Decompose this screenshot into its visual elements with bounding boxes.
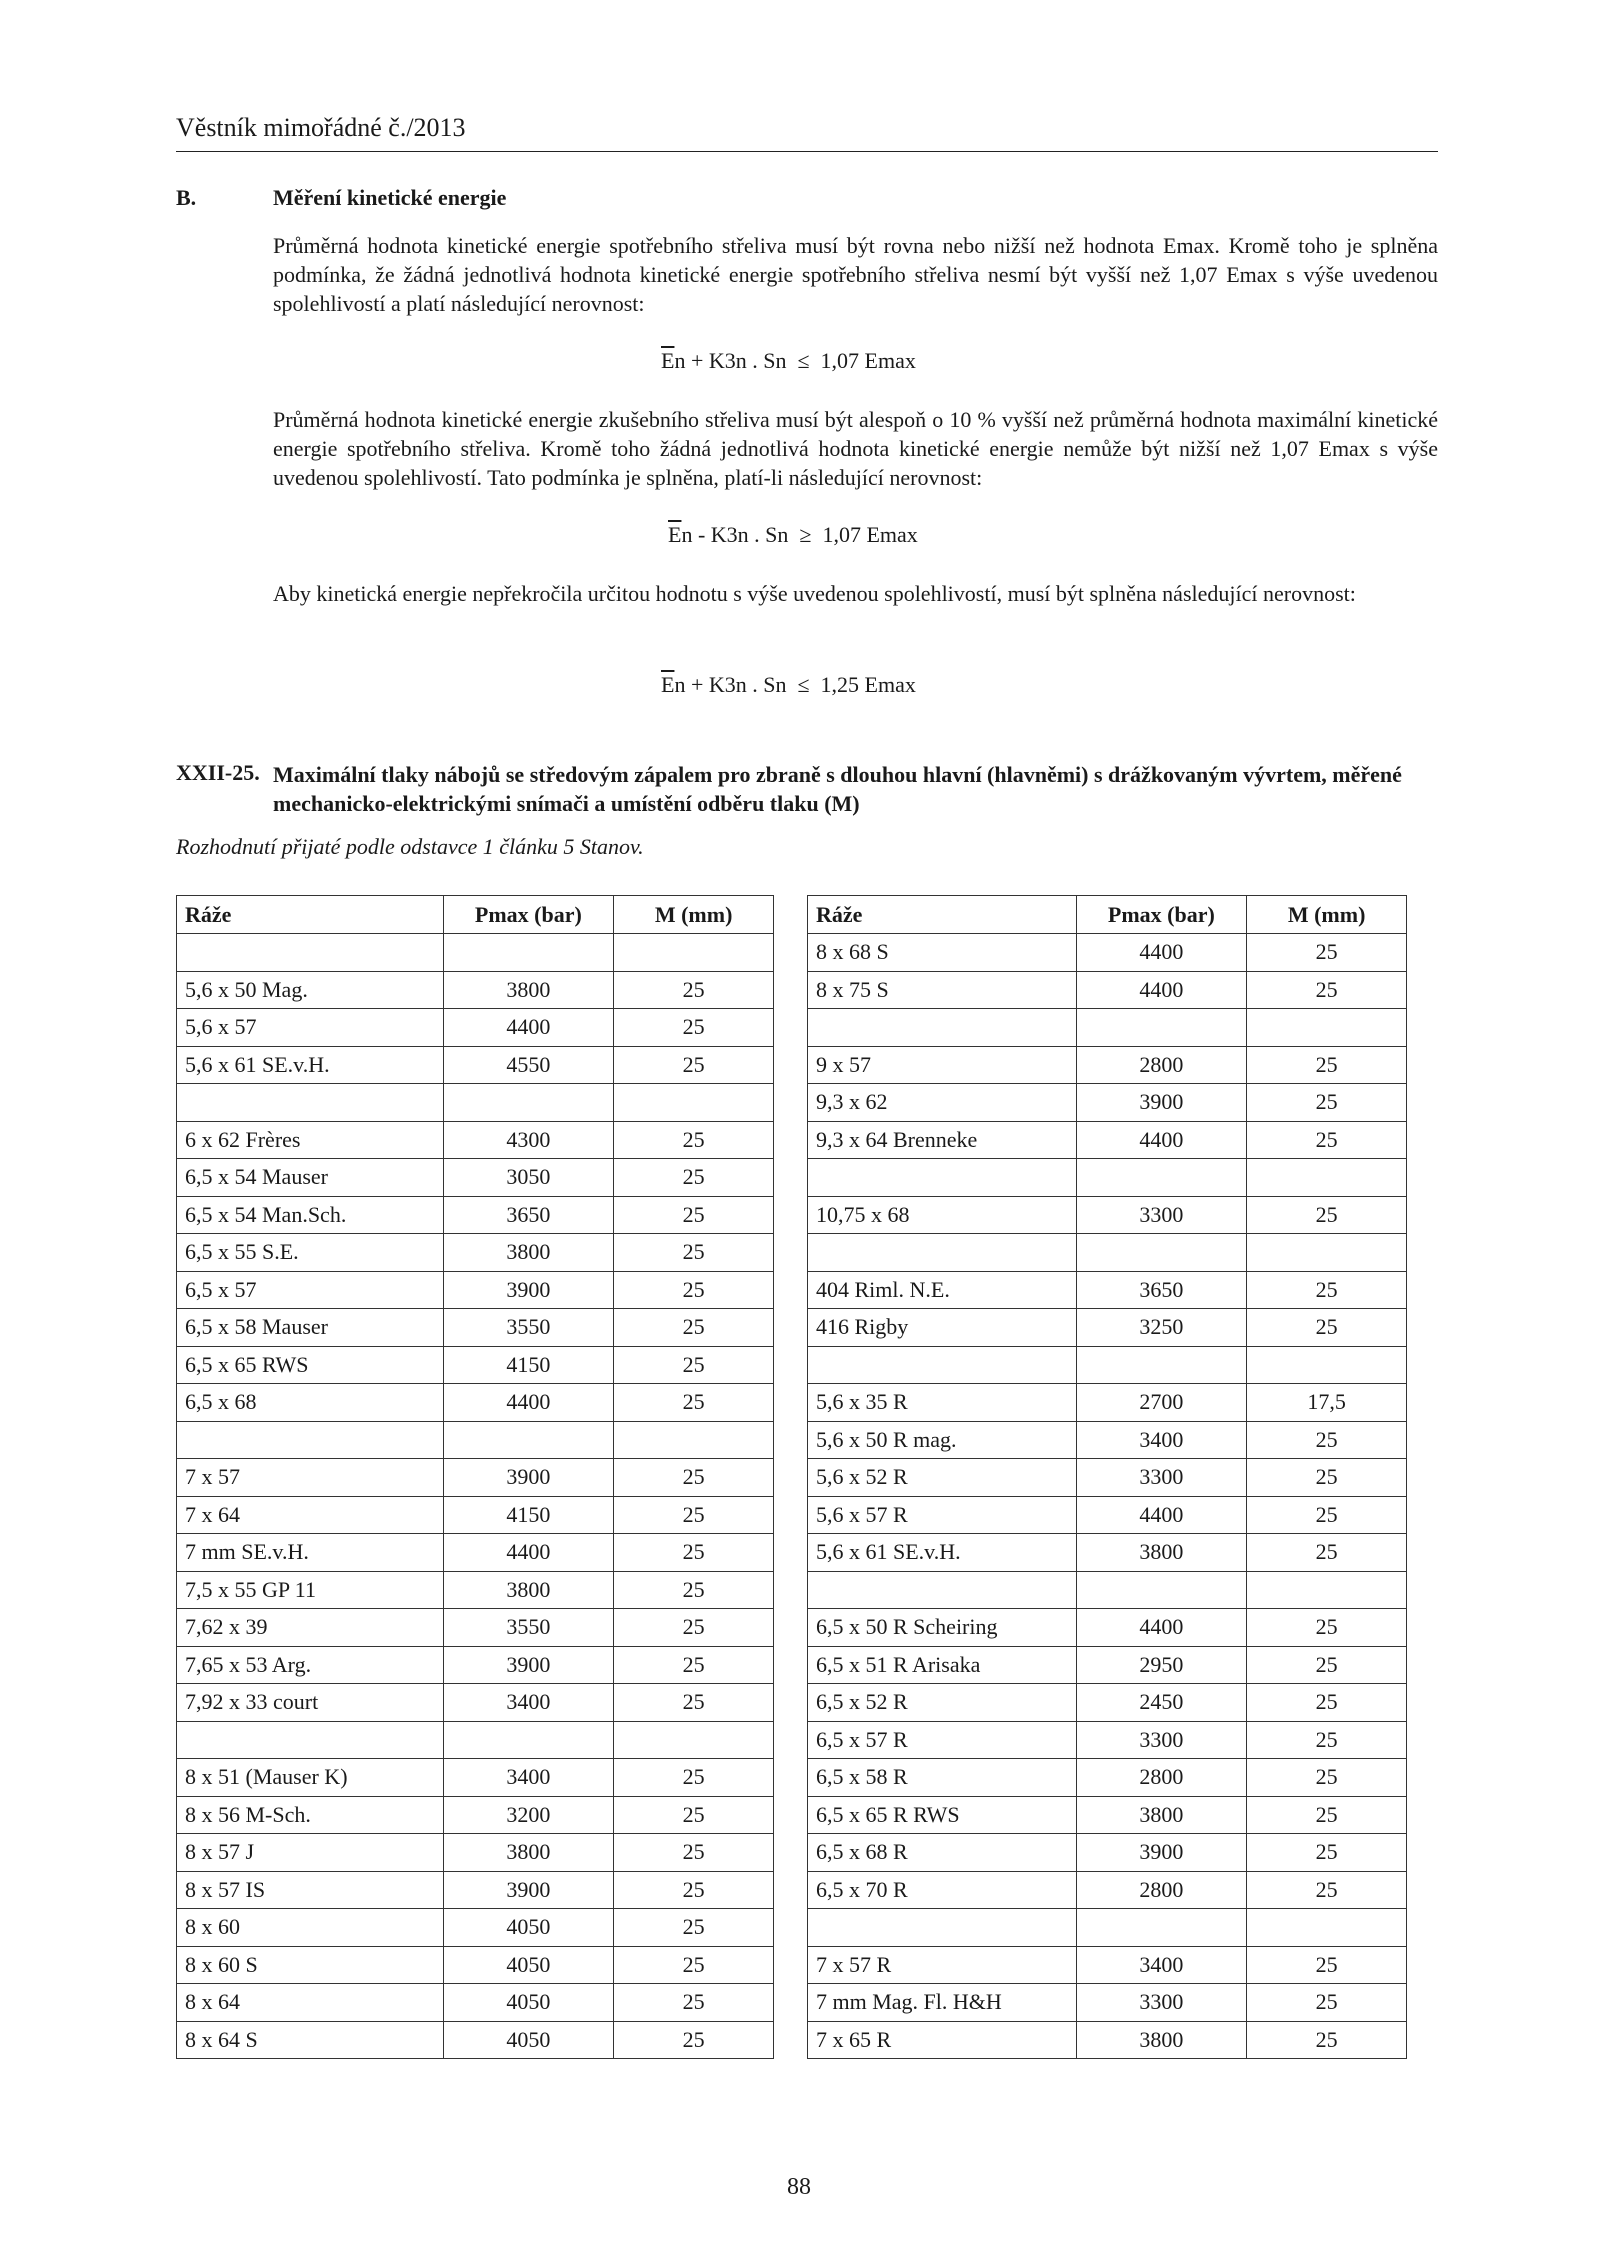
table-row (808, 1084, 1407, 1122)
cell-m: 17,5 (1247, 1384, 1407, 1422)
table-header-row (808, 896, 1407, 934)
table-row (808, 2021, 1407, 2059)
header-caliber: Ráže (808, 896, 1077, 934)
cell-pmax: 3800 (1076, 1796, 1247, 1834)
cell-m (1247, 1346, 1407, 1384)
formula-1-bar: $\overline{E}$ (661, 348, 675, 373)
table-row (808, 1534, 1407, 1572)
table-row (177, 1534, 774, 1572)
cell-pmax (1076, 1159, 1247, 1197)
cell-pmax: 3550 (443, 1609, 614, 1647)
formula-3-bar: $\overline{E}$ (661, 672, 675, 697)
cell-caliber: 6,5 x 68 (177, 1384, 444, 1422)
table-row (177, 1796, 774, 1834)
cell-caliber (808, 1346, 1077, 1384)
header-title: Věstník mimořádné č./2013 (176, 113, 466, 142)
cell-caliber: 8 x 57 IS (177, 1871, 444, 1909)
cell-pmax: 3300 (1076, 1459, 1247, 1497)
cell-m: 25 (614, 1309, 774, 1347)
cell-caliber: 7 mm SE.v.H. (177, 1534, 444, 1572)
cell-m (614, 1421, 774, 1459)
cell-caliber: 8 x 60 S (177, 1946, 444, 1984)
cell-m: 25 (614, 1271, 774, 1309)
table-row (177, 1459, 774, 1497)
paragraph-2: Průměrná hodnota kinetické energie zkušebního střeliva musí být alespoň o 10 % vyšší než průměrná hodnota maximální kinetické energie spotřebního střeliva. Kromě toho žádná jednotlivá hodnota kinetické energie nemůže být nižší než 1,07 Emax s výše uvedenou spolehlivostí. Tato podmínka je splněna, platí-li následující nerovnost: (273, 407, 1438, 490)
cell-pmax: 2950 (1076, 1646, 1247, 1684)
paragraph-1: Průměrná hodnota kinetické energie spotřebního střeliva musí být rovna nebo nižší než hodnota Emax. Kromě toho je splněna podmínka, že žádná jednotlivá hodnota kinetické energie spotřebního střeliva nesmí být vyšší než 1,07 Emax s výše uvedenou spolehlivostí a platí následující nerovnost: (273, 233, 1438, 316)
table-row (177, 1046, 774, 1084)
cell-m: 25 (1247, 1046, 1407, 1084)
cell-caliber: 7,62 x 39 (177, 1609, 444, 1647)
cell-pmax: 3300 (1076, 1721, 1247, 1759)
cell-m: 25 (614, 1759, 774, 1797)
cell-m: 25 (614, 1196, 774, 1234)
cell-m: 25 (614, 1046, 774, 1084)
cell-caliber: 6,5 x 65 R RWS (808, 1796, 1077, 1834)
cell-caliber: 5,6 x 50 Mag. (177, 971, 444, 1009)
cell-caliber: 8 x 51 (Mauser K) (177, 1759, 444, 1797)
header-pmax: Pmax (bar) (443, 896, 614, 934)
cell-caliber: 5,6 x 61 SE.v.H. (177, 1046, 444, 1084)
table-row (808, 1684, 1407, 1722)
cell-pmax: 3400 (443, 1759, 614, 1797)
table-row (808, 1421, 1407, 1459)
paragraph-3: Aby kinetická energie nepřekročila určitou hodnotu s výše uvedenou spolehlivostí, musí být splněna následující nerovnost: (273, 581, 1356, 606)
cell-m: 25 (614, 1159, 774, 1197)
section-b-letter: B. (176, 185, 197, 210)
table-row (177, 1984, 774, 2022)
cell-caliber: 6,5 x 54 Man.Sch. (177, 1196, 444, 1234)
cell-m: 25 (614, 1984, 774, 2022)
cell-pmax: 3800 (443, 1234, 614, 1272)
cell-caliber: 6,5 x 58 Mauser (177, 1309, 444, 1347)
cell-caliber (177, 1421, 444, 1459)
cell-m: 25 (614, 1796, 774, 1834)
cell-pmax: 3400 (443, 1684, 614, 1722)
table-row (808, 1796, 1407, 1834)
table-row (177, 1084, 774, 1122)
cell-m: 25 (1247, 1984, 1407, 2022)
cell-m: 25 (1247, 1646, 1407, 1684)
cell-m (614, 934, 774, 972)
cell-m (614, 1721, 774, 1759)
cell-caliber: 6,5 x 51 R Arisaka (808, 1646, 1077, 1684)
table-row (808, 1459, 1407, 1497)
cell-m: 25 (614, 1946, 774, 1984)
table-row (808, 1309, 1407, 1347)
cell-m: 25 (1247, 1121, 1407, 1159)
cell-pmax: 4400 (1076, 934, 1247, 972)
section-xxii-number: XXII-25. (176, 760, 260, 785)
cell-caliber: 8 x 57 J (177, 1834, 444, 1872)
cell-pmax (443, 1084, 614, 1122)
cell-caliber: 9 x 57 (808, 1046, 1077, 1084)
cell-pmax: 3800 (1076, 2021, 1247, 2059)
cell-m: 25 (614, 1834, 774, 1872)
cell-caliber: 6,5 x 55 S.E. (177, 1234, 444, 1272)
cell-caliber: 10,75 x 68 (808, 1196, 1077, 1234)
cell-caliber: 404 Riml. N.E. (808, 1271, 1077, 1309)
table-row (808, 1159, 1407, 1197)
table-row (177, 1684, 774, 1722)
cell-pmax: 3400 (1076, 1946, 1247, 1984)
table-row (177, 1121, 774, 1159)
cell-caliber: 7 mm Mag. Fl. H&H (808, 1984, 1077, 2022)
cell-pmax: 4400 (443, 1534, 614, 1572)
cell-pmax: 4050 (443, 1984, 614, 2022)
cell-caliber: 5,6 x 57 R (808, 1496, 1077, 1534)
cell-m: 25 (614, 1234, 774, 1272)
cell-pmax (1076, 1009, 1247, 1047)
cell-pmax: 3800 (443, 1571, 614, 1609)
cell-pmax: 3900 (443, 1459, 614, 1497)
formula-1 (661, 348, 916, 374)
cell-pmax: 3300 (1076, 1984, 1247, 2022)
formula-1-rest: n + K3n . Sn ≤ 1,07 Emax (674, 348, 916, 373)
cell-caliber (177, 934, 444, 972)
cell-caliber: 9,3 x 64 Brenneke (808, 1121, 1077, 1159)
cell-m: 25 (1247, 1496, 1407, 1534)
cell-caliber: 416 Rigby (808, 1309, 1077, 1347)
table-row (177, 1346, 774, 1384)
table-row (177, 1234, 774, 1272)
cell-m: 25 (1247, 1459, 1407, 1497)
cell-m (1247, 1234, 1407, 1272)
cell-caliber: 7 x 64 (177, 1496, 444, 1534)
cell-caliber: 8 x 64 S (177, 2021, 444, 2059)
cell-m: 25 (1247, 1759, 1407, 1797)
table-row (808, 1271, 1407, 1309)
cell-m: 25 (614, 1684, 774, 1722)
cell-caliber: 6,5 x 52 R (808, 1684, 1077, 1722)
cell-pmax: 3200 (443, 1796, 614, 1834)
cell-pmax (1076, 1234, 1247, 1272)
formula-2-bar: $\overline{E}$ (668, 522, 682, 547)
table-row (177, 1271, 774, 1309)
cell-caliber: 5,6 x 50 R mag. (808, 1421, 1077, 1459)
cell-m: 25 (1247, 1796, 1407, 1834)
cell-caliber: 8 x 56 M-Sch. (177, 1796, 444, 1834)
table-row (808, 1759, 1407, 1797)
cell-caliber: 7,65 x 53 Arg. (177, 1646, 444, 1684)
formula-3 (661, 672, 916, 698)
table-row (808, 971, 1407, 1009)
table-row (177, 1496, 774, 1534)
table-row (808, 1871, 1407, 1909)
cell-caliber: 7 x 57 (177, 1459, 444, 1497)
cell-pmax: 2800 (1076, 1871, 1247, 1909)
cell-m: 25 (614, 1646, 774, 1684)
cell-m: 25 (614, 1459, 774, 1497)
cell-caliber (177, 1084, 444, 1122)
cell-pmax: 4050 (443, 2021, 614, 2059)
cell-caliber: 7,92 x 33 court (177, 1684, 444, 1722)
cell-pmax: 3900 (1076, 1834, 1247, 1872)
table-row (177, 1721, 774, 1759)
cell-m: 25 (614, 1121, 774, 1159)
cell-caliber: 6,5 x 70 R (808, 1871, 1077, 1909)
cell-m: 25 (614, 1571, 774, 1609)
cell-pmax: 4400 (1076, 971, 1247, 1009)
cell-pmax: 3650 (443, 1196, 614, 1234)
cell-pmax: 4400 (1076, 1121, 1247, 1159)
cell-pmax: 3550 (443, 1309, 614, 1347)
cell-pmax: 4050 (443, 1909, 614, 1947)
table-row (808, 1571, 1407, 1609)
caliber-table-right (807, 895, 1407, 2059)
cell-m: 25 (1247, 1271, 1407, 1309)
cell-pmax (1076, 1346, 1247, 1384)
cell-pmax: 3800 (1076, 1534, 1247, 1572)
table-row (177, 1309, 774, 1347)
cell-m (1247, 1159, 1407, 1197)
cell-pmax (443, 934, 614, 972)
table-row (177, 1421, 774, 1459)
cell-m (1247, 1571, 1407, 1609)
cell-pmax: 3900 (1076, 1084, 1247, 1122)
cell-m: 25 (1247, 2021, 1407, 2059)
cell-caliber: 6,5 x 57 (177, 1271, 444, 1309)
table-row (808, 1984, 1407, 2022)
table-row (808, 934, 1407, 972)
cell-caliber: 5,6 x 35 R (808, 1384, 1077, 1422)
table-row (808, 1609, 1407, 1647)
table-row (177, 1009, 774, 1047)
cell-pmax: 4150 (443, 1346, 614, 1384)
cell-pmax: 4400 (443, 1384, 614, 1422)
cell-pmax: 3900 (443, 1271, 614, 1309)
cell-caliber (808, 1909, 1077, 1947)
cell-m: 25 (1247, 1721, 1407, 1759)
table-row (177, 2021, 774, 2059)
cell-caliber: 7 x 57 R (808, 1946, 1077, 1984)
cell-m: 25 (1247, 1084, 1407, 1122)
decision-note: Rozhodnutí přijaté podle odstavce 1 článku 5 Stanov. (176, 834, 644, 859)
cell-m (614, 1084, 774, 1122)
table-row (177, 1646, 774, 1684)
cell-pmax: 3800 (443, 971, 614, 1009)
cell-caliber (808, 1571, 1077, 1609)
table-row (808, 1909, 1407, 1947)
page-number: 88 (787, 2174, 811, 2200)
cell-m (1247, 1009, 1407, 1047)
cell-caliber: 8 x 60 (177, 1909, 444, 1947)
table-row (808, 1646, 1407, 1684)
cell-caliber: 8 x 75 S (808, 971, 1077, 1009)
cell-caliber (808, 1159, 1077, 1197)
table-row (808, 1121, 1407, 1159)
table-row (808, 1046, 1407, 1084)
cell-m: 25 (614, 1909, 774, 1947)
cell-m: 25 (1247, 1684, 1407, 1722)
table-row (177, 1871, 774, 1909)
header-m: M (mm) (614, 896, 774, 934)
cell-pmax: 2450 (1076, 1684, 1247, 1722)
caliber-table-left (176, 895, 774, 2059)
cell-m: 25 (1247, 1609, 1407, 1647)
formula-2-rest: n - K3n . Sn ≥ 1,07 Emax (681, 522, 918, 547)
section-xxii-title (273, 760, 1438, 818)
table-row (808, 1196, 1407, 1234)
cell-pmax: 3900 (443, 1871, 614, 1909)
formula-2 (668, 522, 918, 548)
cell-pmax: 4150 (443, 1496, 614, 1534)
table-row (177, 1834, 774, 1872)
table-header-row (177, 896, 774, 934)
cell-pmax: 4550 (443, 1046, 614, 1084)
table-row (177, 971, 774, 1009)
table-row (808, 1234, 1407, 1272)
cell-caliber (808, 1009, 1077, 1047)
cell-m: 25 (614, 1346, 774, 1384)
cell-pmax (443, 1721, 614, 1759)
cell-pmax: 2800 (1076, 1759, 1247, 1797)
section-xxii-title-text: Maximální tlaky nábojů se středovým zápalem pro zbraně s dlouhou hlavní (hlavněmi) s drážkovaným vývrtem, měřené mechanicko-elektrickými snímači a umístění odběru tlaku (M) (273, 762, 1402, 816)
cell-caliber: 5,6 x 57 (177, 1009, 444, 1047)
cell-m (1247, 1909, 1407, 1947)
table-row (808, 1346, 1407, 1384)
cell-m: 25 (1247, 1834, 1407, 1872)
section-b-title: Měření kinetické energie (273, 185, 507, 210)
cell-pmax: 3050 (443, 1159, 614, 1197)
cell-caliber: 6,5 x 57 R (808, 1721, 1077, 1759)
cell-caliber: 7,5 x 55 GP 11 (177, 1571, 444, 1609)
cell-pmax: 3900 (443, 1646, 614, 1684)
table-row (808, 1496, 1407, 1534)
cell-caliber: 5,6 x 61 SE.v.H. (808, 1534, 1077, 1572)
table-row (808, 1384, 1407, 1422)
cell-m: 25 (614, 1009, 774, 1047)
cell-pmax: 4400 (1076, 1496, 1247, 1534)
cell-m: 25 (614, 2021, 774, 2059)
cell-m: 25 (614, 971, 774, 1009)
cell-pmax: 4050 (443, 1946, 614, 1984)
cell-caliber: 7 x 65 R (808, 2021, 1077, 2059)
cell-pmax: 3650 (1076, 1271, 1247, 1309)
cell-pmax: 3300 (1076, 1196, 1247, 1234)
cell-pmax: 3250 (1076, 1309, 1247, 1347)
cell-caliber (808, 1234, 1077, 1272)
table-row (808, 1009, 1407, 1047)
cell-m: 25 (1247, 1421, 1407, 1459)
cell-caliber (177, 1721, 444, 1759)
header-pmax: Pmax (bar) (1076, 896, 1247, 934)
cell-caliber: 8 x 68 S (808, 934, 1077, 972)
cell-caliber: 6,5 x 65 RWS (177, 1346, 444, 1384)
table-row (808, 1946, 1407, 1984)
cell-caliber: 6,5 x 68 R (808, 1834, 1077, 1872)
cell-m: 25 (1247, 1946, 1407, 1984)
cell-caliber: 6,5 x 50 R Scheiring (808, 1609, 1077, 1647)
page-header (176, 111, 1438, 152)
cell-m: 25 (1247, 1309, 1407, 1347)
table-row (808, 1834, 1407, 1872)
cell-pmax: 4400 (443, 1009, 614, 1047)
cell-m: 25 (614, 1609, 774, 1647)
cell-pmax (1076, 1571, 1247, 1609)
table-row (177, 934, 774, 972)
cell-m: 25 (614, 1534, 774, 1572)
cell-pmax (1076, 1909, 1247, 1947)
cell-pmax: 3800 (443, 1834, 614, 1872)
cell-pmax: 4300 (443, 1121, 614, 1159)
cell-caliber: 9,3 x 62 (808, 1084, 1077, 1122)
cell-m: 25 (614, 1384, 774, 1422)
header-m: M (mm) (1247, 896, 1407, 934)
cell-m: 25 (614, 1496, 774, 1534)
cell-caliber: 8 x 64 (177, 1984, 444, 2022)
cell-m: 25 (614, 1871, 774, 1909)
table-row (177, 1159, 774, 1197)
cell-pmax: 2800 (1076, 1046, 1247, 1084)
cell-caliber: 6 x 62 Frères (177, 1121, 444, 1159)
formula-3-rest: n + K3n . Sn ≤ 1,25 Emax (674, 672, 916, 697)
table-row (808, 1721, 1407, 1759)
cell-caliber: 5,6 x 52 R (808, 1459, 1077, 1497)
cell-pmax (443, 1421, 614, 1459)
header-caliber: Ráže (177, 896, 444, 934)
cell-caliber: 6,5 x 54 Mauser (177, 1159, 444, 1197)
table-row (177, 1609, 774, 1647)
table-row (177, 1946, 774, 1984)
table-row (177, 1759, 774, 1797)
cell-pmax: 3400 (1076, 1421, 1247, 1459)
cell-m: 25 (1247, 971, 1407, 1009)
table-row (177, 1384, 774, 1422)
cell-m: 25 (1247, 1871, 1407, 1909)
cell-caliber: 6,5 x 58 R (808, 1759, 1077, 1797)
cell-m: 25 (1247, 1534, 1407, 1572)
cell-m: 25 (1247, 934, 1407, 972)
cell-m: 25 (1247, 1196, 1407, 1234)
cell-pmax: 4400 (1076, 1609, 1247, 1647)
table-row (177, 1571, 774, 1609)
table-row (177, 1909, 774, 1947)
table-row (177, 1196, 774, 1234)
cell-pmax: 2700 (1076, 1384, 1247, 1422)
